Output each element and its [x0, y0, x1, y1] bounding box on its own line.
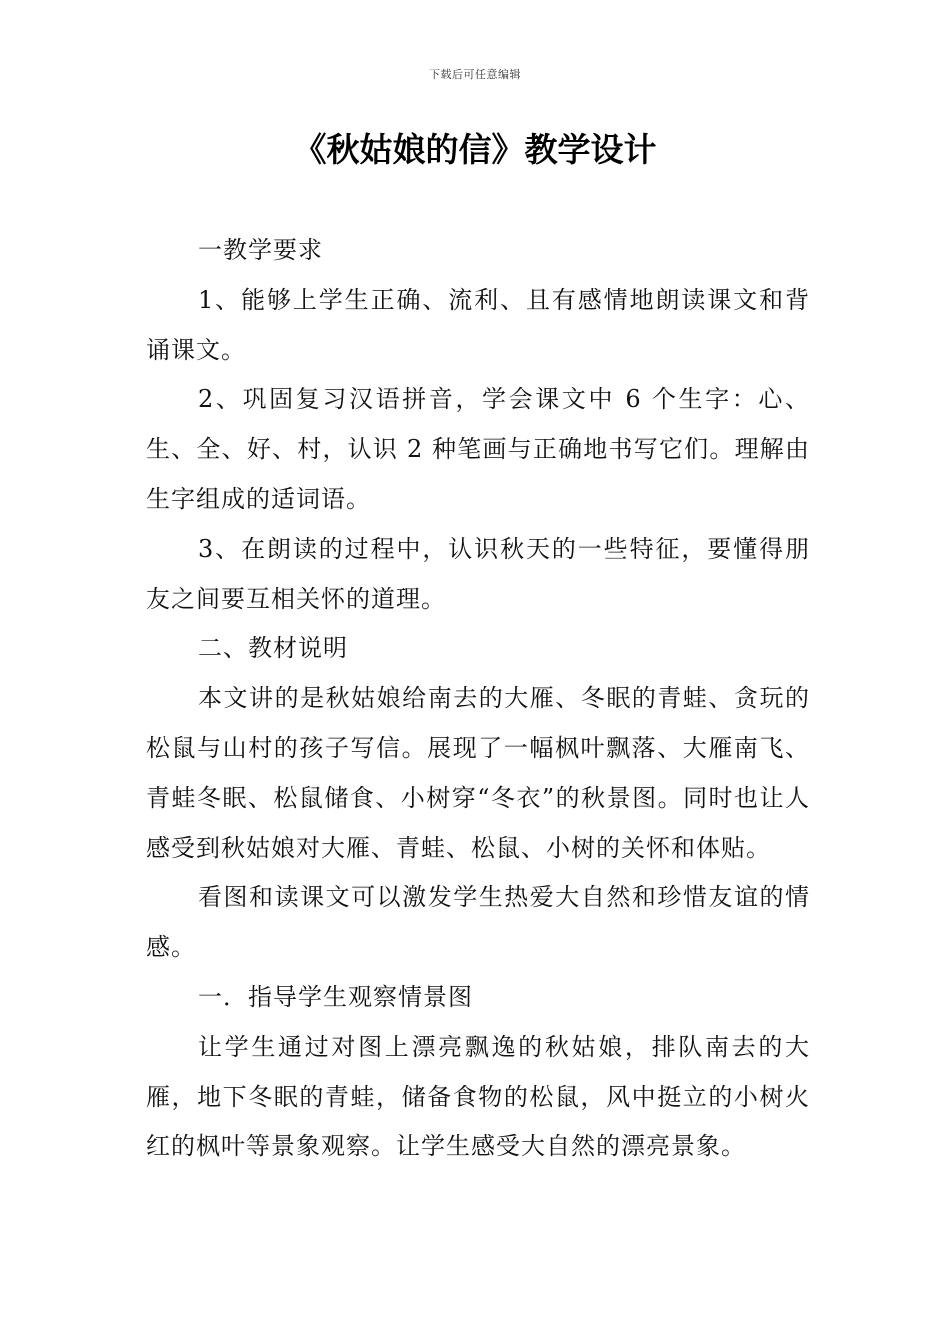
- paragraph: 3、在朗读的过程中，认识秋天的一些特征，要懂得朋友之间要互相关怀的道理。: [146, 534, 810, 613]
- section-heading-material: 二、教材说明: [198, 634, 348, 663]
- section-heading-observation: 一．指导学生观察情景图: [198, 982, 473, 1011]
- paragraph: 本文讲的是秋姑娘给南去的大雁、冬眠的青蛙、贪玩的松鼠与山村的孩子写信。展现了一幅枫叶飘落、大雁南飞、青蛙冬眠、松鼠储食、小树穿“冬衣”的秋景图。同时也让人感受到秋姑娘对大雁、青蛙、松鼠、小树的关怀和体贴。: [146, 684, 810, 862]
- paragraph: 看图和读课文可以激发学生热爱大自然和珍惜友谊的情感。: [146, 883, 810, 962]
- header-note: 下载后可任意编辑: [429, 68, 521, 81]
- document-title: 《秋姑娘的信》教学设计: [293, 130, 657, 169]
- section-heading-requirements: 一教学要求: [198, 236, 323, 264]
- paragraph: 让学生通过对图上漂亮飘逸的秋姑娘，排队南去的大雁，地下冬眠的青蛙，储备食物的松鼠，风中挺立的小树火红的枫叶等景象观察。让学生感受大自然的漂亮景象。: [146, 1032, 810, 1161]
- paragraph: 2、巩固复习汉语拼音，学会课文中 6 个生字：心、生、全、好、村，认识 2 种笔画与正确地书写它们。理解由生字组成的适词语。: [146, 385, 810, 513]
- paragraph: 1、能够上学生正确、流利、且有感情地朗读课文和背诵课文。: [146, 285, 810, 364]
- document-body: [146, 226, 810, 1172]
